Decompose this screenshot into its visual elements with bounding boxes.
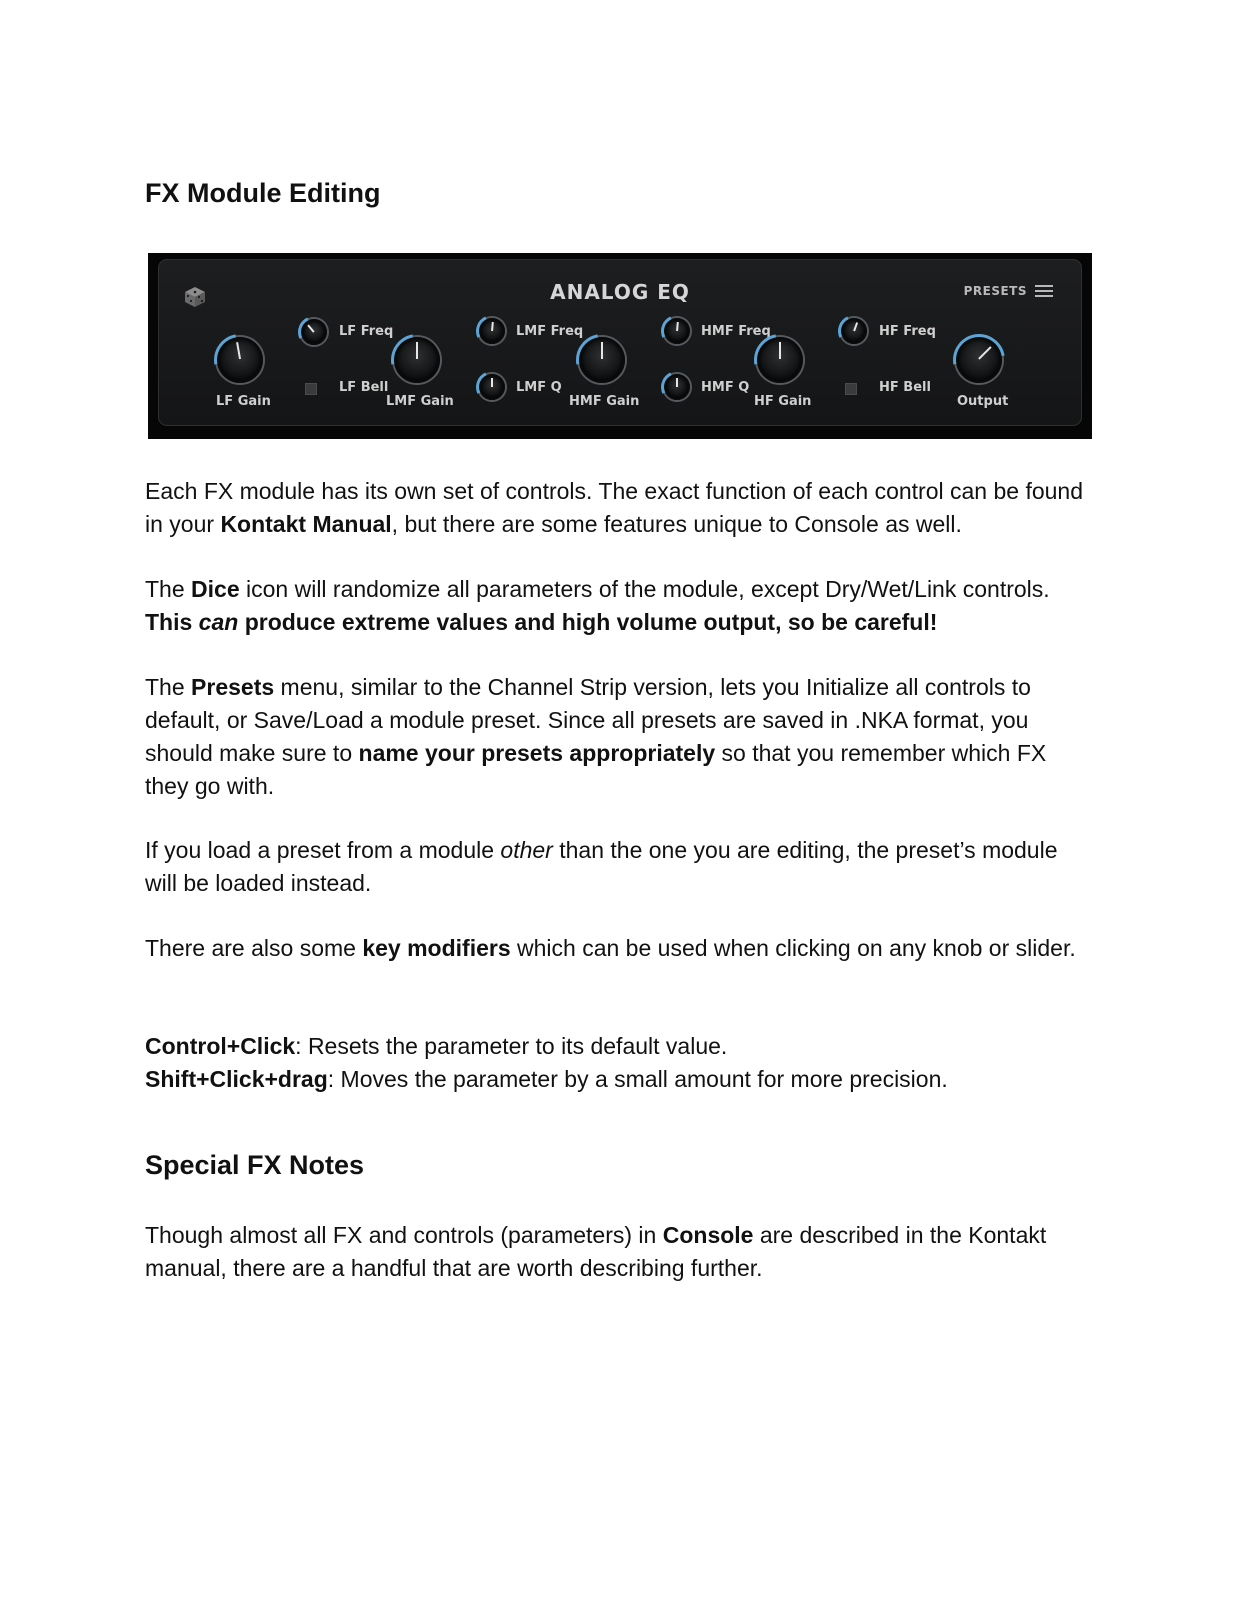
hmf-gain-label: HMF Gain bbox=[569, 394, 640, 409]
kontakt-manual-emphasis: Kontakt Manual bbox=[220, 511, 392, 537]
control-click-key: Control+Click bbox=[145, 1033, 296, 1059]
eq-panel-body bbox=[158, 259, 1082, 426]
lmf-freq-knob[interactable] bbox=[479, 318, 505, 344]
lf-bell-checkbox[interactable] bbox=[305, 383, 317, 395]
dice-emphasis: Dice bbox=[191, 576, 240, 602]
section-heading-fx-module-editing: FX Module Editing bbox=[145, 178, 381, 208]
lf-freq-knob[interactable] bbox=[301, 319, 327, 345]
paragraph-presets: The Presets menu, similar to the Channel Strip version, lets you Initialize all controls to default, or Save/Load a module preset. Since all presets are saved in .NKA format, you should make sure to name your presets appropriately so that you remember which FX they go with. bbox=[145, 674, 1047, 799]
hf-gain-label: HF Gain bbox=[754, 394, 812, 409]
output-knob[interactable] bbox=[956, 337, 1002, 383]
lmf-gain-label: LMF Gain bbox=[386, 394, 454, 409]
hf-bell-checkbox[interactable] bbox=[845, 383, 857, 395]
list-menu-icon bbox=[1035, 285, 1053, 297]
lmf-q-label: LMF Q bbox=[516, 380, 562, 395]
lmf-freq-label: LMF Freq bbox=[516, 324, 584, 339]
hmf-freq-label: HMF Freq bbox=[701, 324, 771, 339]
presets-label: PRESETS bbox=[963, 284, 1027, 298]
lmf-q-knob[interactable] bbox=[479, 374, 505, 400]
lmf-gain-knob[interactable] bbox=[394, 337, 440, 383]
paragraph-controls-intro: Each FX module has its own set of controls. The exact function of each control can be found in your Kontakt Manual, but there are some features unique to Console as well. bbox=[145, 478, 1084, 537]
lf-gain-knob[interactable] bbox=[217, 337, 263, 383]
hmf-q-label: HMF Q bbox=[701, 380, 750, 395]
paragraph-load-other-module: If you load a preset from a module other than the one you are editing, the preset’s module will be loaded instead. bbox=[145, 837, 1058, 896]
section-heading-special-fx-notes: Special FX Notes bbox=[145, 1150, 365, 1180]
presets-menu-button[interactable] bbox=[964, 284, 1053, 298]
hf-freq-label: HF Freq bbox=[879, 324, 936, 339]
hmf-gain-knob[interactable] bbox=[579, 337, 625, 383]
hf-freq-knob[interactable] bbox=[841, 318, 867, 344]
paragraph-special-fx-intro: Though almost all FX and controls (parameters) in Console are described in the Kontakt manual, there are a handful that are worth describing further. bbox=[145, 1222, 1047, 1281]
hmf-q-knob[interactable] bbox=[664, 374, 690, 400]
console-emphasis: Console bbox=[662, 1222, 754, 1248]
key-modifiers-emphasis: key modifiers bbox=[362, 935, 511, 961]
paragraph-dice: The Dice icon will randomize all parameters of the module, except Dry/Wet/Link controls. This can produce extreme values and high volume output, so be careful! bbox=[145, 576, 1050, 635]
lf-gain-label: LF Gain bbox=[216, 394, 271, 409]
lf-bell-label: LF Bell bbox=[339, 380, 389, 395]
eq-title: ANALOG EQ bbox=[550, 280, 690, 304]
paragraph-modifier-list: Control+Click: Resets the parameter to its default value. Shift+Click+drag: Moves the parameter by a small amount for more precision. bbox=[145, 1033, 948, 1092]
hf-gain-knob[interactable] bbox=[757, 337, 803, 383]
paragraph-key-modifiers: There are also some key modifiers which can be used when clicking on any knob or slider. bbox=[145, 935, 1076, 961]
hf-bell-label: HF Bell bbox=[879, 380, 931, 395]
shift-click-drag-key: Shift+Click+drag bbox=[145, 1066, 328, 1092]
hmf-freq-knob[interactable] bbox=[664, 318, 690, 344]
warning-text: This can produce extreme values and high volume output, so be careful! bbox=[145, 609, 938, 635]
lf-freq-label: LF Freq bbox=[339, 324, 394, 339]
name-presets-emphasis: name your presets appropriately bbox=[358, 740, 716, 766]
output-label: Output bbox=[957, 394, 1009, 409]
presets-emphasis: Presets bbox=[191, 674, 275, 700]
other-emphasis: other bbox=[500, 837, 553, 863]
analog-eq-panel-screenshot bbox=[148, 253, 1092, 439]
